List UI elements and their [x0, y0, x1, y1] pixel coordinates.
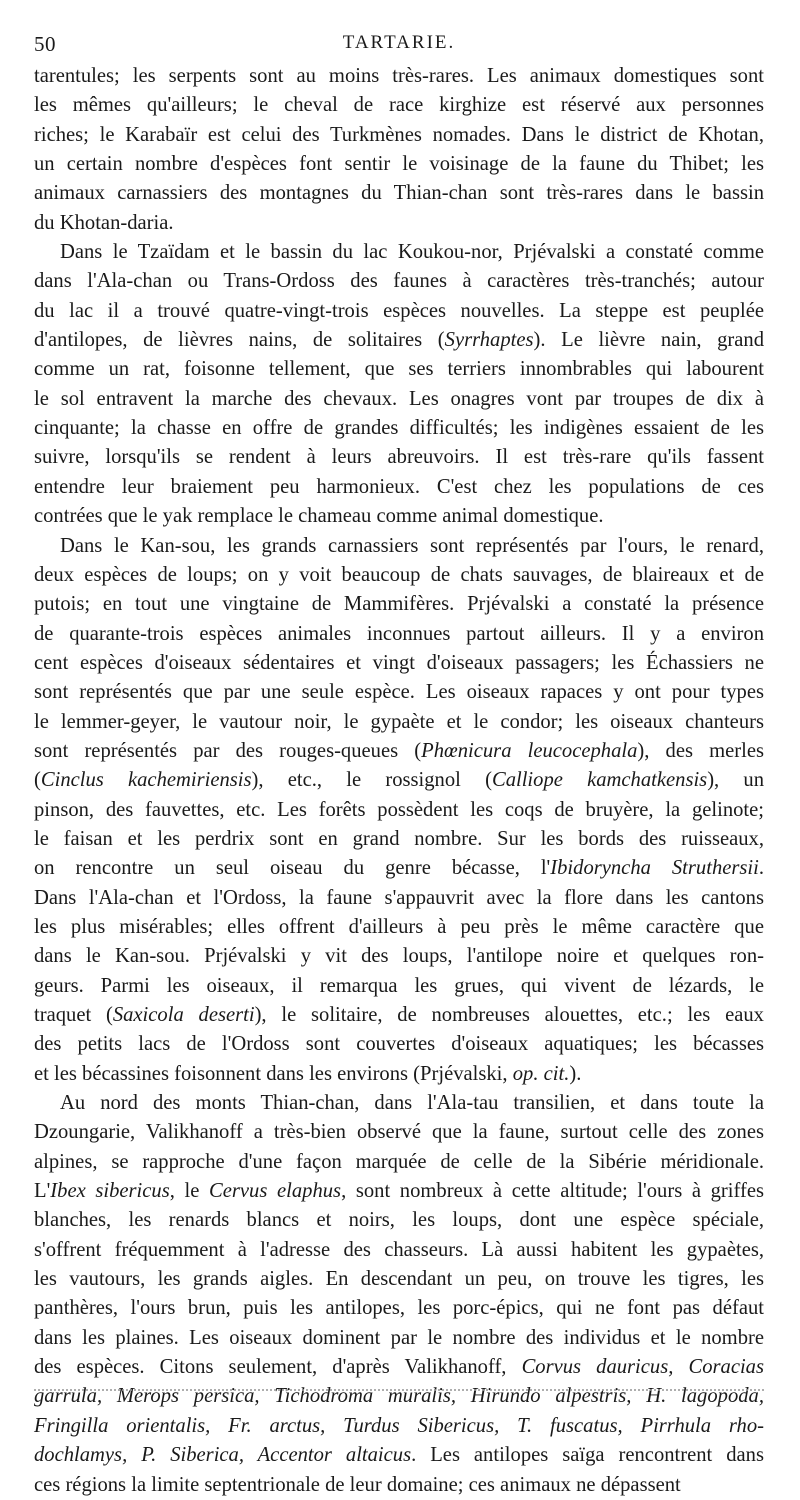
page-number: 50 [34, 32, 56, 56]
text-line [34, 766, 764, 795]
text-run: . [758, 857, 765, 880]
text-line [34, 1471, 764, 1500]
text-run: sont représentés que par une seule espèce. Les oiseaux rapaces y ont pour types [34, 681, 764, 704]
text-run: ( [34, 769, 41, 792]
text-line [34, 649, 764, 678]
text-line [34, 620, 764, 649]
text-line [34, 297, 764, 326]
text-run: entendre leur braiement peu harmonieux. C'est chez les populations de ces [34, 475, 764, 498]
text-run: ). Le lièvre nain, grand [533, 329, 764, 352]
text-line [34, 796, 764, 825]
text-line [34, 150, 764, 179]
text-run: dans l'Ala-chan ou Trans-Ordoss des faunes à caractères très-tranchés; autour [34, 270, 764, 293]
text-run: traquet ( [34, 1004, 113, 1026]
text-run: ces régions la limite septentrionale de leur domaine; ces animaux ne dépassent [34, 1473, 681, 1496]
italic-term: garrula, Merops persica, Tichodroma muralis, Hirundo alpestris, H. lagopoda, [34, 1385, 764, 1408]
text-line [34, 1265, 764, 1294]
italic-term: dochlamys, P. Siberica, Accentor altaicus [34, 1444, 412, 1467]
text-run: Au nord des monts Thian-chan, dans l'Ala-tau transilien, et dans toute la [60, 1092, 764, 1115]
text-line [34, 473, 764, 502]
text-run: putois; en tout une vingtaine de Mammifères. Prjévalski a constaté la présence [34, 593, 764, 616]
text-run: sont représentés par des rouges-queues ( [34, 739, 422, 762]
text-run: du lac il a trouvé quatre-vingt-trois espèces nouvelles. La steppe est peuplée [34, 299, 764, 322]
text-run: du Khotan-daria. [34, 211, 174, 234]
text-line [34, 1294, 764, 1323]
text-run: cent espèces d'oiseaux sédentaires et vingt d'oiseaux passagers; les Échassiers ne [34, 651, 764, 674]
text-run: le faisan et les perdrix sont en grand nombre. Sur les bords des ruisseaux, [34, 827, 764, 850]
text-run: animaux carnassiers des montagnes du Thian-chan sont très-rares dans le bassin [34, 182, 764, 205]
text-run: un certain nombre d'espèces font sentir le voisinage de la faune du Thibet; les [34, 153, 764, 176]
text-line [34, 267, 764, 296]
text-line [34, 884, 764, 913]
text-line [34, 1030, 764, 1059]
text-run: L' [34, 1180, 51, 1203]
text-run: Dzoungarie, Valikhanoff a très-bien observé que la faune, surtout celle des zones [34, 1121, 764, 1144]
text-line [34, 1060, 764, 1089]
italic-term: Corvus dauricus, Coracias [521, 1356, 764, 1379]
text-run: comme un rat, foisonne tellement, que ses terriers innombrables qui labourent [34, 358, 764, 381]
text-run: les vautours, les grands aigles. En descendant un peu, on trouve les tigres, les [34, 1268, 764, 1291]
text-run: cinquante; la chasse en offre de grandes difficultés; les indigènes essaient de les [34, 417, 764, 440]
text-line [34, 854, 764, 883]
text-run: ), le solitaire, de nombreuses alouettes, etc.; les eaux [254, 1004, 764, 1026]
text-line [34, 443, 764, 472]
italic-term: Cervus elaphus [209, 1180, 342, 1203]
text-run: deux espèces de loups; on y voit beaucoup de chats sauvages, de blaireaux et de [34, 563, 764, 586]
text-run: on rencontre un seul oiseau du genre bécasse, l' [34, 857, 551, 880]
text-line [34, 91, 764, 120]
text-line [34, 1206, 764, 1235]
text-line [34, 737, 764, 766]
italic-term: Syrrhaptes [444, 329, 534, 352]
text-line [34, 1324, 764, 1353]
footer-rule [34, 1389, 764, 1391]
text-run: et les bécassines foisonnent dans les environs (Prjévalski, [34, 1062, 513, 1085]
text-line [34, 1177, 764, 1206]
text-line [34, 355, 764, 384]
document-page [34, 0, 765, 1496]
text-run: ), des merles [637, 739, 764, 762]
text-run: Dans le Kan-sou, les grands carnassiers sont représentés par l'ours, le renard, [60, 534, 764, 557]
text-line [34, 1118, 764, 1147]
text-run: , sont nombreux à cette altitude; l'ours à griffes [341, 1180, 764, 1203]
text-line [34, 1089, 764, 1118]
text-run: le sol entravent la marche des chevaux. Les onagres vont par troupes de dix à [34, 387, 764, 410]
body-text [34, 62, 764, 1500]
text-line [34, 121, 764, 150]
text-run: s'offrent fréquemment à l'adresse des chasseurs. Là aussi habitent les gypaètes, [34, 1238, 764, 1261]
text-line [34, 385, 764, 414]
text-run: dans le Kan-sou. Prjévalski y vit des loups, l'antilope noire et quelques ron- [34, 945, 764, 968]
text-run: alpines, se rapproche d'une façon marquée de celle de la Sibérie méridionale. [34, 1150, 764, 1173]
text-run: des petits lacs de l'Ordoss sont couvertes d'oiseaux aquatiques; les bécasses [34, 1033, 764, 1056]
italic-term: op. cit. [512, 1062, 570, 1085]
text-line [34, 502, 764, 531]
italic-term: Calliope kamchatkensis [491, 769, 708, 792]
text-line [34, 561, 764, 590]
text-line [34, 1353, 764, 1382]
text-run: d'antilopes, de lièvres nains, de solitaires ( [34, 329, 445, 352]
text-line [34, 414, 764, 443]
text-run: Dans le Tzaïdam et le bassin du lac Koukou-nor, Prjévalski a constaté comme [60, 241, 764, 264]
text-line [34, 238, 764, 267]
text-line [34, 678, 764, 707]
italic-term: Fringilla orientalis, Fr. arctus, Turdus Sibericus, T. fuscatus, Pirrhula rho- [34, 1414, 764, 1437]
text-run: Dans l'Ala-chan et l'Ordoss, la faune s'appauvrit avec la flore dans les cantons [34, 886, 764, 909]
text-line [34, 708, 764, 737]
text-line [34, 1236, 764, 1265]
italic-term: Saxicola deserti [112, 1004, 255, 1026]
text-run: blanches, les renards blancs et noirs, les loups, dont une espèce spéciale, [34, 1209, 764, 1232]
italic-term: Ibex sibericus [50, 1180, 170, 1203]
text-line [34, 1412, 764, 1441]
text-run: ). [569, 1062, 582, 1085]
text-run: pinson, des fauvettes, etc. Les forêts possèdent les coqs de bruyère, la gelinote; [34, 798, 764, 821]
text-line [34, 1382, 764, 1411]
text-line [34, 913, 764, 942]
text-line [34, 62, 764, 91]
text-run: panthères, l'ours brun, puis les antilopes, les porc-épics, qui ne font pas défaut [34, 1297, 764, 1320]
text-run: des espèces. Citons seulement, d'après Valikhanoff, [34, 1356, 522, 1379]
text-line [34, 1001, 764, 1030]
text-line [34, 942, 764, 971]
text-run: les mêmes qu'ailleurs; le cheval de race kirghize est réservé aux personnes [34, 94, 764, 117]
italic-term: Ibidoryncha Struthersii [550, 857, 759, 880]
text-line [34, 1148, 764, 1177]
italic-term: Cinclus kachemiriensis [40, 769, 252, 792]
text-run: suivre, lorsqu'ils se rendent à leurs abreuvoirs. Il est très-rare qu'ils fassent [34, 446, 764, 469]
text-line [34, 590, 764, 619]
italic-term: Phœnicura leucocephala [421, 739, 638, 762]
text-line [34, 532, 764, 561]
text-run: , le [169, 1180, 210, 1203]
text-run: les plus misérables; elles offrent d'ailleurs à peu près le même caractère que [34, 915, 764, 938]
text-run: ), etc., le rossignol ( [251, 769, 492, 792]
text-run: . Les antilopes saïga rencontrent dans [411, 1444, 764, 1467]
text-run: dans les plaines. Les oiseaux dominent par le nombre des individus et le nombre [34, 1326, 764, 1349]
text-run: geurs. Parmi les oiseaux, il remarqua les grues, qui vivent de lézards, le [34, 974, 764, 997]
text-run: riches; le Karabaïr est celui des Turkmènes nomades. Dans le district de Khotan, [34, 123, 764, 146]
text-line [34, 326, 764, 355]
text-run: ), un [707, 769, 765, 792]
text-line [34, 179, 764, 208]
text-line [34, 972, 764, 1001]
text-line [34, 1441, 764, 1470]
text-run: de quarante-trois espèces animales inconnues partout ailleurs. Il y a environ [34, 622, 764, 645]
text-line [34, 209, 764, 238]
text-run: tarentules; les serpents sont au moins très-rares. Les animaux domestiques sont [34, 65, 764, 87]
running-title: TARTARIE. [342, 32, 456, 53]
text-line [34, 825, 764, 854]
page-header [34, 32, 764, 60]
text-run: contrées que le yak remplace le chameau comme animal domestique. [34, 505, 604, 528]
text-run: le lemmer-geyer, le vautour noir, le gypaète et le condor; les oiseaux chanteurs [34, 710, 764, 733]
